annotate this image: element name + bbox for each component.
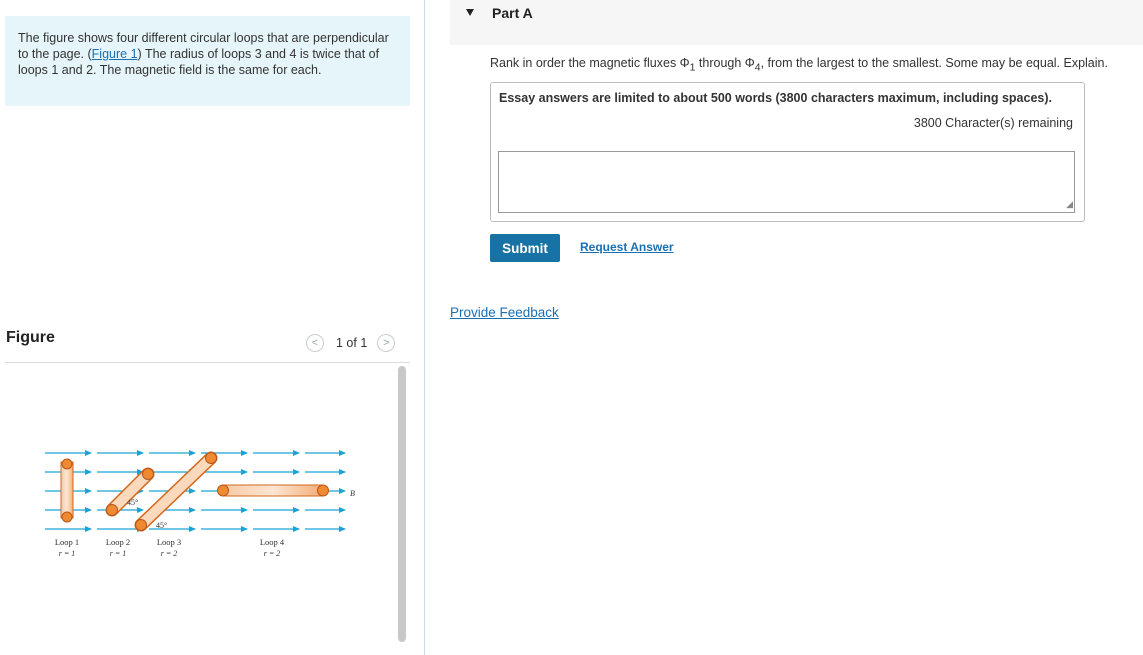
question-text: [490, 56, 1108, 74]
chevron-left-icon[interactable]: <: [306, 334, 324, 352]
essay-box: [490, 82, 1085, 222]
loop-3-radius: r = 2: [160, 549, 178, 558]
question-subscript-1: 1: [689, 62, 696, 74]
loop-1-shape: [61, 459, 73, 522]
chevron-right-icon[interactable]: >: [377, 334, 395, 352]
essay-limit-note: Essay answers are limited to about 500 words (3800 characters maximum, including spaces).: [499, 91, 1053, 105]
triangle-down-icon[interactable]: [466, 9, 474, 16]
figure-scrollbar[interactable]: [398, 366, 406, 642]
figure-divider: [5, 362, 410, 363]
problem-panel: [0, 0, 425, 655]
intro-text-start: The figure shows four different circular loops that are perpendicular to the page. (: [18, 31, 389, 61]
field-label: B: [350, 489, 355, 498]
figure-pager: [306, 333, 395, 353]
figure-title: Figure: [6, 329, 55, 346]
loop-4-name: Loop 4: [259, 537, 285, 547]
angle-label-loop-2: 45°: [127, 498, 139, 507]
essay-answer-input[interactable]: [498, 151, 1075, 213]
question-end: , from the largest to the smallest. Some may be equal. Explain.: [760, 56, 1108, 70]
question-mid: through Φ: [695, 56, 755, 70]
characters-remaining: 3800 Character(s) remaining: [913, 116, 1073, 130]
loop-2-shape: [107, 469, 154, 516]
submit-button[interactable]: Submit: [490, 234, 560, 262]
loop-1-name: Loop 1: [54, 537, 80, 547]
loop-2-name: Loop 2: [105, 537, 131, 547]
loop-3-name: Loop 3: [156, 537, 182, 547]
pager-text: 1 of 1: [336, 336, 368, 350]
problem-intro: [5, 16, 410, 106]
magnetic-loops-figure: [35, 445, 365, 565]
question-subscript-4: 4: [754, 62, 761, 74]
part-a-panel: [450, 0, 1143, 655]
part-a-title: Part A: [492, 5, 533, 21]
request-answer-link[interactable]: Request Answer: [580, 240, 674, 254]
loop-4-radius: r = 2: [263, 549, 281, 558]
figure-link[interactable]: Figure 1: [91, 47, 138, 61]
question-start: Rank in order the magnetic fluxes Φ: [490, 56, 690, 70]
resize-grip-icon[interactable]: ◢: [1066, 199, 1073, 209]
intro-text-end: ) The radius of loops 3 and 4 is twice that of loops 1 and 2. The magnetic field is the same for each.: [18, 47, 380, 77]
provide-feedback-link[interactable]: Provide Feedback: [450, 305, 559, 320]
loop-2-radius: r = 1: [109, 549, 127, 558]
loop-4-shape: [218, 485, 329, 496]
part-a-header[interactable]: [450, 0, 1143, 45]
loop-1-radius: r = 1: [58, 549, 76, 558]
angle-label-loop-3: 45°: [156, 521, 168, 530]
